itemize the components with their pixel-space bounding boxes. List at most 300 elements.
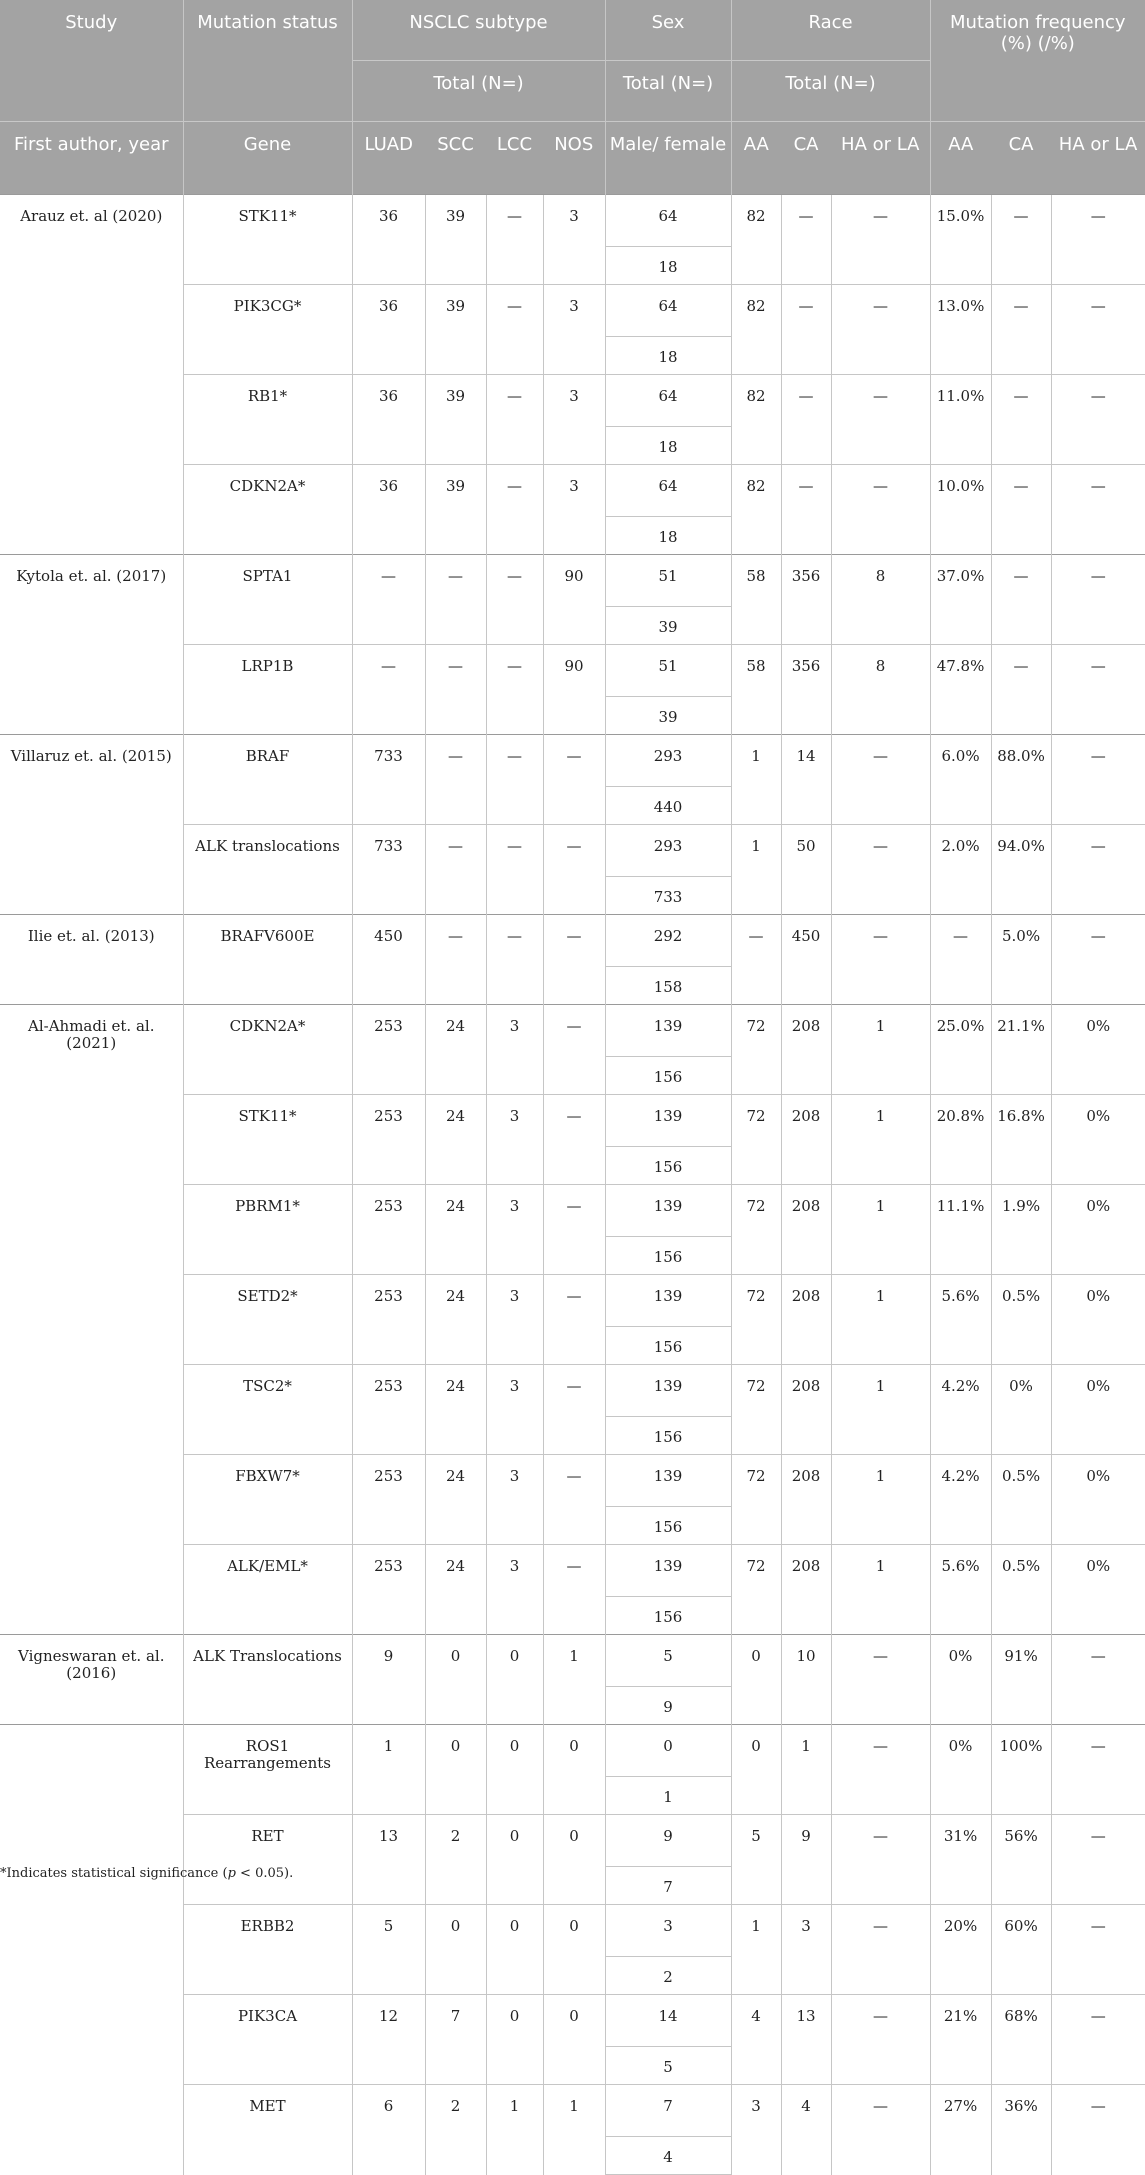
freq-ca-cell: — xyxy=(991,375,1051,465)
luad-cell: 1 xyxy=(352,1725,425,1815)
freq-ca-cell: 60% xyxy=(991,1905,1051,1995)
gene-cell: PBRM1* xyxy=(183,1185,352,1275)
freq-aa-cell: 6.0% xyxy=(930,735,991,825)
lcc-cell: 3 xyxy=(486,1275,543,1365)
table-row xyxy=(0,1635,1145,1687)
gene-cell: CDKN2A* xyxy=(183,465,352,555)
scc-cell: 24 xyxy=(425,1365,486,1455)
lcc-cell: — xyxy=(486,375,543,465)
study-author: Vigneswaran et. al. (2016) xyxy=(0,1635,183,1725)
luad-cell: 733 xyxy=(352,825,425,915)
header-col-luad: LUAD xyxy=(352,122,425,195)
race-aa-cell: 82 xyxy=(731,195,781,285)
male-cell: 51 xyxy=(605,555,731,607)
gene-cell: BRAF xyxy=(183,735,352,825)
study-author: Arauz et. al (2020) xyxy=(0,195,183,555)
luad-cell: 36 xyxy=(352,465,425,555)
header-study: Study xyxy=(0,0,183,122)
luad-cell: — xyxy=(352,555,425,645)
header-col-freq-ca: CA xyxy=(991,122,1051,195)
race-hala-cell: — xyxy=(831,735,930,825)
race-aa-cell: 4 xyxy=(731,1995,781,2085)
female-cell: 156 xyxy=(605,1147,731,1185)
header-row-groups xyxy=(0,0,1145,61)
race-hala-cell: 8 xyxy=(831,555,930,645)
nos-cell: — xyxy=(543,1005,605,1095)
female-cell: 156 xyxy=(605,1597,731,1635)
scc-cell: 0 xyxy=(425,1905,486,1995)
nos-cell: — xyxy=(543,1275,605,1365)
nos-cell: 1 xyxy=(543,2085,605,2175)
freq-hala-cell: — xyxy=(1051,1815,1145,1905)
female-cell: 5 xyxy=(605,2047,731,2085)
freq-hala-cell: 0% xyxy=(1051,1095,1145,1185)
freq-hala-cell: — xyxy=(1051,285,1145,375)
race-aa-cell: 1 xyxy=(731,735,781,825)
gene-cell: ERBB2 xyxy=(183,1905,352,1995)
header-sex-total: Total (N=) xyxy=(605,61,731,122)
scc-cell: 2 xyxy=(425,1815,486,1905)
freq-ca-cell: 0.5% xyxy=(991,1455,1051,1545)
freq-hala-cell: — xyxy=(1051,1905,1145,1995)
nos-cell: — xyxy=(543,1185,605,1275)
freq-aa-cell: 25.0% xyxy=(930,1005,991,1095)
freq-ca-cell: 91% xyxy=(991,1635,1051,1725)
race-ca-cell: 10 xyxy=(781,1635,831,1725)
nos-cell: 0 xyxy=(543,1905,605,1995)
luad-cell: 253 xyxy=(352,1455,425,1545)
table-row xyxy=(0,195,1145,247)
female-cell: 1 xyxy=(605,1777,731,1815)
freq-hala-cell: 0% xyxy=(1051,1185,1145,1275)
scc-cell: 39 xyxy=(425,285,486,375)
nos-cell: 3 xyxy=(543,195,605,285)
race-ca-cell: 208 xyxy=(781,1185,831,1275)
race-hala-cell: — xyxy=(831,285,930,375)
male-cell: 5 xyxy=(605,1635,731,1687)
freq-ca-cell: — xyxy=(991,285,1051,375)
scc-cell: — xyxy=(425,735,486,825)
freq-hala-cell: — xyxy=(1051,555,1145,645)
race-ca-cell: 14 xyxy=(781,735,831,825)
male-cell: 64 xyxy=(605,375,731,427)
freq-ca-cell: 0.5% xyxy=(991,1545,1051,1635)
header-nsclc-total: Total (N=) xyxy=(352,61,605,122)
female-cell: 18 xyxy=(605,427,731,465)
race-ca-cell: 208 xyxy=(781,1275,831,1365)
male-cell: 139 xyxy=(605,1365,731,1417)
freq-hala-cell: 0% xyxy=(1051,1005,1145,1095)
gene-cell: STK11* xyxy=(183,1095,352,1185)
race-hala-cell: 1 xyxy=(831,1095,930,1185)
freq-ca-cell: 21.1% xyxy=(991,1005,1051,1095)
freq-ca-cell: — xyxy=(991,195,1051,285)
race-ca-cell: 50 xyxy=(781,825,831,915)
nos-cell: 0 xyxy=(543,1995,605,2085)
female-cell: 156 xyxy=(605,1507,731,1545)
female-cell: 39 xyxy=(605,697,731,735)
race-hala-cell: 1 xyxy=(831,1545,930,1635)
footnote xyxy=(0,1866,293,1881)
scc-cell: 39 xyxy=(425,375,486,465)
luad-cell: 36 xyxy=(352,195,425,285)
gene-cell: LRP1B xyxy=(183,645,352,735)
gene-cell: SPTA1 xyxy=(183,555,352,645)
nos-cell: — xyxy=(543,735,605,825)
study-author: Villaruz et. al. (2015) xyxy=(0,735,183,915)
lcc-cell: 0 xyxy=(486,1995,543,2085)
race-hala-cell: 8 xyxy=(831,645,930,735)
nos-cell: — xyxy=(543,1455,605,1545)
lcc-cell: 3 xyxy=(486,1455,543,1545)
race-ca-cell: 208 xyxy=(781,1365,831,1455)
lcc-cell: — xyxy=(486,465,543,555)
nos-cell: — xyxy=(543,1365,605,1455)
nos-cell: — xyxy=(543,825,605,915)
freq-ca-cell: 56% xyxy=(991,1815,1051,1905)
race-ca-cell: 450 xyxy=(781,915,831,1005)
female-cell: 18 xyxy=(605,247,731,285)
race-hala-cell: — xyxy=(831,1725,930,1815)
male-cell: 139 xyxy=(605,1545,731,1597)
freq-ca-cell: 68% xyxy=(991,1995,1051,2085)
gene-cell: ROS1 Rearrangements xyxy=(183,1725,352,1815)
freq-aa-cell: 47.8% xyxy=(930,645,991,735)
gene-cell: BRAFV600E xyxy=(183,915,352,1005)
male-cell: 139 xyxy=(605,1005,731,1057)
freq-ca-cell: 16.8% xyxy=(991,1095,1051,1185)
race-ca-cell: 9 xyxy=(781,1815,831,1905)
race-ca-cell: — xyxy=(781,285,831,375)
table-row xyxy=(0,735,1145,787)
header-col-first-author: First author, year xyxy=(0,122,183,195)
freq-aa-cell: 27% xyxy=(930,2085,991,2175)
freq-ca-cell: 100% xyxy=(991,1725,1051,1815)
race-ca-cell: 1 xyxy=(781,1725,831,1815)
freq-hala-cell: 0% xyxy=(1051,1365,1145,1455)
nos-cell: 3 xyxy=(543,465,605,555)
lcc-cell: — xyxy=(486,555,543,645)
nos-cell: 3 xyxy=(543,285,605,375)
race-ca-cell: 208 xyxy=(781,1095,831,1185)
male-cell: 14 xyxy=(605,1995,731,2047)
female-cell: 733 xyxy=(605,877,731,915)
male-cell: 292 xyxy=(605,915,731,967)
race-aa-cell: 82 xyxy=(731,465,781,555)
gene-cell: ALK/EML* xyxy=(183,1545,352,1635)
lcc-cell: 3 xyxy=(486,1365,543,1455)
nos-cell: 90 xyxy=(543,555,605,645)
freq-aa-cell: 0% xyxy=(930,1635,991,1725)
male-cell: 139 xyxy=(605,1275,731,1327)
study-author xyxy=(0,1725,183,2175)
freq-hala-cell: — xyxy=(1051,1725,1145,1815)
female-cell: 156 xyxy=(605,1327,731,1365)
luad-cell: 450 xyxy=(352,915,425,1005)
scc-cell: 39 xyxy=(425,465,486,555)
header-col-race-ca: CA xyxy=(781,122,831,195)
footnote-p: p xyxy=(227,1866,236,1881)
freq-ca-cell: 36% xyxy=(991,2085,1051,2175)
luad-cell: 36 xyxy=(352,375,425,465)
scc-cell: — xyxy=(425,825,486,915)
freq-aa-cell: 2.0% xyxy=(930,825,991,915)
race-aa-cell: 82 xyxy=(731,285,781,375)
freq-ca-cell: 1.9% xyxy=(991,1185,1051,1275)
freq-ca-cell: 88.0% xyxy=(991,735,1051,825)
scc-cell: 24 xyxy=(425,1545,486,1635)
freq-hala-cell: — xyxy=(1051,645,1145,735)
gene-cell: RET xyxy=(183,1815,352,1905)
gene-cell: CDKN2A* xyxy=(183,1005,352,1095)
male-cell: 0 xyxy=(605,1725,731,1777)
footnote-suffix: < 0.05). xyxy=(235,1866,294,1881)
freq-hala-cell: — xyxy=(1051,2085,1145,2175)
gene-cell: SETD2* xyxy=(183,1275,352,1365)
race-ca-cell: 4 xyxy=(781,2085,831,2175)
header-race-total: Total (N=) xyxy=(731,61,930,122)
header-nsclc-subtype: NSCLC subtype xyxy=(352,0,605,61)
footnote-prefix: *Indicates statistical significance ( xyxy=(0,1866,228,1881)
header-col-race-aa: AA xyxy=(731,122,781,195)
race-aa-cell: 72 xyxy=(731,1095,781,1185)
freq-ca-cell: — xyxy=(991,555,1051,645)
freq-hala-cell: — xyxy=(1051,465,1145,555)
race-aa-cell: 82 xyxy=(731,375,781,465)
luad-cell: 253 xyxy=(352,1365,425,1455)
gene-cell: ALK translocations xyxy=(183,825,352,915)
freq-ca-cell: — xyxy=(991,645,1051,735)
race-hala-cell: — xyxy=(831,825,930,915)
race-aa-cell: — xyxy=(731,915,781,1005)
male-cell: 64 xyxy=(605,195,731,247)
male-cell: 139 xyxy=(605,1455,731,1507)
luad-cell: 9 xyxy=(352,1635,425,1725)
freq-hala-cell: — xyxy=(1051,735,1145,825)
race-aa-cell: 72 xyxy=(731,1455,781,1545)
lcc-cell: — xyxy=(486,645,543,735)
female-cell: 158 xyxy=(605,967,731,1005)
nos-cell: — xyxy=(543,1095,605,1185)
header-col-male-female: Male/ female xyxy=(605,122,731,195)
lcc-cell: 3 xyxy=(486,1005,543,1095)
luad-cell: 253 xyxy=(352,1095,425,1185)
race-aa-cell: 72 xyxy=(731,1005,781,1095)
freq-hala-cell: — xyxy=(1051,825,1145,915)
freq-hala-cell: 0% xyxy=(1051,1275,1145,1365)
race-ca-cell: — xyxy=(781,465,831,555)
gene-cell: MET xyxy=(183,2085,352,2175)
male-cell: 51 xyxy=(605,645,731,697)
race-hala-cell: — xyxy=(831,1995,930,2085)
female-cell: 156 xyxy=(605,1417,731,1455)
race-ca-cell: 208 xyxy=(781,1545,831,1635)
race-aa-cell: 72 xyxy=(731,1365,781,1455)
freq-aa-cell: 5.6% xyxy=(930,1545,991,1635)
scc-cell: 0 xyxy=(425,1635,486,1725)
female-cell: 4 xyxy=(605,2137,731,2175)
gene-cell: RB1* xyxy=(183,375,352,465)
scc-cell: 39 xyxy=(425,195,486,285)
study-author: Al-Ahmadi et. al. (2021) xyxy=(0,1005,183,1635)
race-aa-cell: 58 xyxy=(731,645,781,735)
gene-cell: TSC2* xyxy=(183,1365,352,1455)
freq-aa-cell: 5.6% xyxy=(930,1275,991,1365)
table-row xyxy=(0,915,1145,967)
lcc-cell: 0 xyxy=(486,1905,543,1995)
lcc-cell: 0 xyxy=(486,1815,543,1905)
race-aa-cell: 72 xyxy=(731,1545,781,1635)
table-row xyxy=(0,1005,1145,1057)
scc-cell: 24 xyxy=(425,1095,486,1185)
race-aa-cell: 0 xyxy=(731,1635,781,1725)
luad-cell: 253 xyxy=(352,1185,425,1275)
study-author: Kytola et. al. (2017) xyxy=(0,555,183,735)
race-ca-cell: 208 xyxy=(781,1005,831,1095)
header-col-lcc: LCC xyxy=(486,122,543,195)
nos-cell: 0 xyxy=(543,1725,605,1815)
female-cell: 7 xyxy=(605,1867,731,1905)
race-aa-cell: 72 xyxy=(731,1185,781,1275)
race-hala-cell: — xyxy=(831,465,930,555)
race-aa-cell: 1 xyxy=(731,825,781,915)
race-hala-cell: 1 xyxy=(831,1185,930,1275)
male-cell: 293 xyxy=(605,825,731,877)
table-row xyxy=(0,555,1145,607)
table-row xyxy=(0,1725,1145,1777)
race-hala-cell: 1 xyxy=(831,1005,930,1095)
luad-cell: — xyxy=(352,645,425,735)
luad-cell: 12 xyxy=(352,1995,425,2085)
male-cell: 9 xyxy=(605,1815,731,1867)
race-hala-cell: — xyxy=(831,1815,930,1905)
header-mutation-frequency: Mutation frequency (%) (/%) xyxy=(930,0,1145,122)
lcc-cell: 0 xyxy=(486,1725,543,1815)
gene-cell: PIK3CA xyxy=(183,1995,352,2085)
scc-cell: — xyxy=(425,555,486,645)
freq-aa-cell: 20.8% xyxy=(930,1095,991,1185)
race-hala-cell: 1 xyxy=(831,1455,930,1545)
freq-hala-cell: 0% xyxy=(1051,1545,1145,1635)
freq-aa-cell: 21% xyxy=(930,1995,991,2085)
lcc-cell: 0 xyxy=(486,1635,543,1725)
freq-ca-cell: 0.5% xyxy=(991,1275,1051,1365)
study-author: Ilie et. al. (2013) xyxy=(0,915,183,1005)
freq-aa-cell: 15.0% xyxy=(930,195,991,285)
header-race: Race xyxy=(731,0,930,61)
female-cell: 18 xyxy=(605,337,731,375)
gene-cell: PIK3CG* xyxy=(183,285,352,375)
header-col-freq-hala: HA or LA xyxy=(1051,122,1145,195)
freq-aa-cell: 20% xyxy=(930,1905,991,1995)
nos-cell: 0 xyxy=(543,1815,605,1905)
header-sex: Sex xyxy=(605,0,731,61)
race-ca-cell: — xyxy=(781,195,831,285)
luad-cell: 5 xyxy=(352,1905,425,1995)
freq-hala-cell: — xyxy=(1051,1995,1145,2085)
male-cell: 7 xyxy=(605,2085,731,2137)
header-mutation-status: Mutation status xyxy=(183,0,352,122)
race-aa-cell: 1 xyxy=(731,1905,781,1995)
female-cell: 156 xyxy=(605,1237,731,1275)
female-cell: 18 xyxy=(605,517,731,555)
race-ca-cell: 356 xyxy=(781,555,831,645)
header-col-nos: NOS xyxy=(543,122,605,195)
freq-aa-cell: 11.0% xyxy=(930,375,991,465)
header-col-scc: SCC xyxy=(425,122,486,195)
race-ca-cell: 356 xyxy=(781,645,831,735)
scc-cell: 24 xyxy=(425,1005,486,1095)
lcc-cell: 3 xyxy=(486,1545,543,1635)
lcc-cell: — xyxy=(486,195,543,285)
freq-hala-cell: — xyxy=(1051,195,1145,285)
scc-cell: 7 xyxy=(425,1995,486,2085)
lcc-cell: 3 xyxy=(486,1185,543,1275)
lcc-cell: — xyxy=(486,825,543,915)
male-cell: 139 xyxy=(605,1095,731,1147)
female-cell: 156 xyxy=(605,1057,731,1095)
race-hala-cell: 1 xyxy=(831,1275,930,1365)
race-hala-cell: 1 xyxy=(831,1365,930,1455)
race-ca-cell: 13 xyxy=(781,1995,831,2085)
freq-aa-cell: 10.0% xyxy=(930,465,991,555)
race-hala-cell: — xyxy=(831,915,930,1005)
luad-cell: 13 xyxy=(352,1815,425,1905)
freq-ca-cell: 5.0% xyxy=(991,915,1051,1005)
male-cell: 139 xyxy=(605,1185,731,1237)
freq-aa-cell: 11.1% xyxy=(930,1185,991,1275)
scc-cell: 24 xyxy=(425,1185,486,1275)
female-cell: 440 xyxy=(605,787,731,825)
header-col-gene: Gene xyxy=(183,122,352,195)
nos-cell: — xyxy=(543,915,605,1005)
lcc-cell: — xyxy=(486,735,543,825)
male-cell: 293 xyxy=(605,735,731,787)
header-col-race-hala: HA or LA xyxy=(831,122,930,195)
race-aa-cell: 3 xyxy=(731,2085,781,2175)
scc-cell: 2 xyxy=(425,2085,486,2175)
freq-hala-cell: 0% xyxy=(1051,1455,1145,1545)
nos-cell: — xyxy=(543,1545,605,1635)
luad-cell: 36 xyxy=(352,285,425,375)
freq-aa-cell: 4.2% xyxy=(930,1365,991,1455)
scc-cell: — xyxy=(425,645,486,735)
scc-cell: 24 xyxy=(425,1275,486,1365)
race-ca-cell: 208 xyxy=(781,1455,831,1545)
race-aa-cell: 0 xyxy=(731,1725,781,1815)
race-hala-cell: — xyxy=(831,1905,930,1995)
header-col-freq-aa: AA xyxy=(930,122,991,195)
header-row-columns xyxy=(0,122,1145,195)
race-ca-cell: — xyxy=(781,375,831,465)
race-aa-cell: 58 xyxy=(731,555,781,645)
female-cell: 2 xyxy=(605,1957,731,1995)
luad-cell: 6 xyxy=(352,2085,425,2175)
race-hala-cell: — xyxy=(831,375,930,465)
freq-hala-cell: — xyxy=(1051,375,1145,465)
freq-hala-cell: — xyxy=(1051,1635,1145,1725)
gene-cell: FBXW7* xyxy=(183,1455,352,1545)
gene-cell: STK11* xyxy=(183,195,352,285)
female-cell: 9 xyxy=(605,1687,731,1725)
female-cell: 39 xyxy=(605,607,731,645)
race-hala-cell: — xyxy=(831,1635,930,1725)
race-aa-cell: 5 xyxy=(731,1815,781,1905)
lcc-cell: 1 xyxy=(486,2085,543,2175)
lcc-cell: — xyxy=(486,285,543,375)
lcc-cell: 3 xyxy=(486,1095,543,1185)
nos-cell: 90 xyxy=(543,645,605,735)
